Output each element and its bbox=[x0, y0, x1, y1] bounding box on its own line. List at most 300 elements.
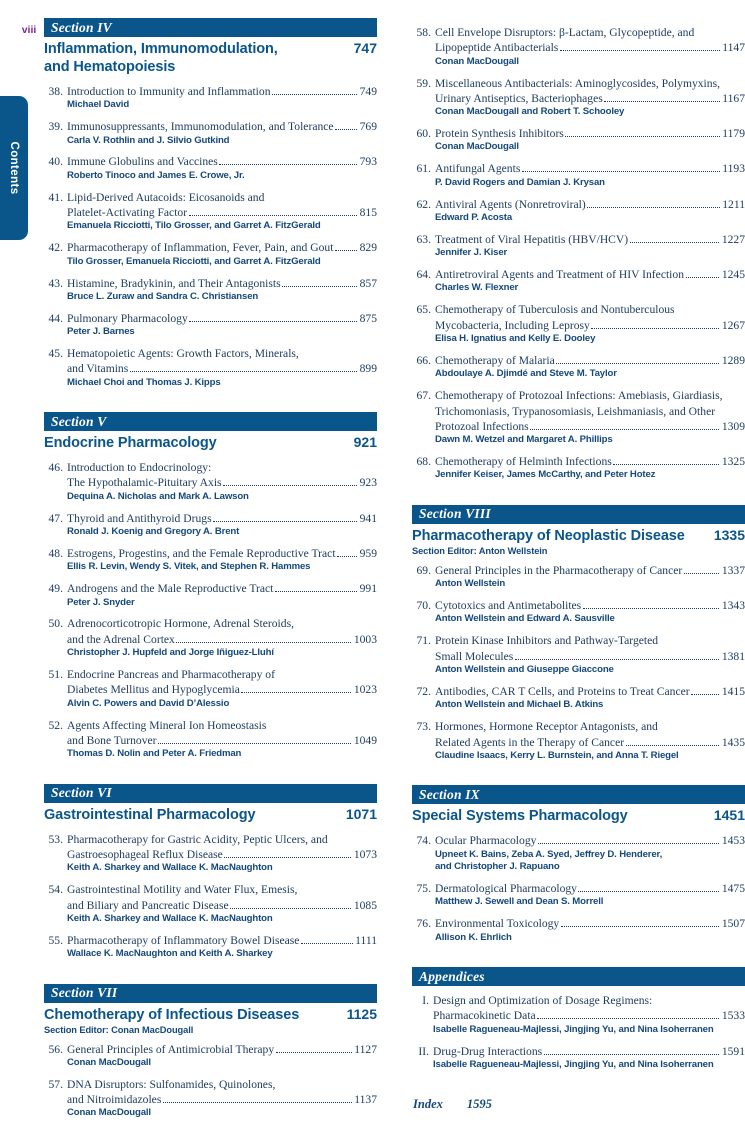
toc-entry-line[interactable] bbox=[44, 616, 377, 631]
toc-entry-page-number: 815 bbox=[359, 206, 377, 220]
toc-entry-author-line: Peter J. Snyder bbox=[67, 596, 135, 608]
toc-entry-body bbox=[67, 632, 377, 647]
toc-entry-page-number: 1381 bbox=[721, 649, 745, 663]
toc-entry-title: Cytotoxics and Antimetabolites bbox=[435, 599, 582, 613]
toc-entry-title: The Hypothalamic-Pituitary Axis bbox=[67, 476, 222, 490]
toc-entry-authors bbox=[44, 135, 377, 147]
toc-entry-line[interactable] bbox=[44, 475, 377, 490]
toc-entry-line[interactable] bbox=[44, 276, 377, 291]
toc-entry-line[interactable] bbox=[44, 361, 377, 376]
toc-entry bbox=[44, 832, 377, 875]
toc-entry-body bbox=[67, 882, 377, 897]
toc-entry bbox=[412, 161, 745, 189]
toc-entry-line[interactable] bbox=[412, 388, 745, 403]
dot-leader bbox=[686, 277, 720, 278]
toc-entry-authors bbox=[412, 896, 745, 908]
section-roman-numeral: Section VIII bbox=[419, 506, 491, 522]
toc-entry bbox=[44, 933, 377, 961]
toc-entry bbox=[44, 240, 377, 268]
toc-entry bbox=[44, 154, 377, 182]
dot-leader bbox=[335, 129, 357, 130]
toc-entry bbox=[44, 581, 377, 609]
toc-entry bbox=[44, 616, 377, 659]
section-header-bar bbox=[412, 505, 745, 524]
toc-entry-authors bbox=[44, 377, 377, 389]
toc-entry-line[interactable] bbox=[44, 1092, 377, 1107]
toc-entry-number: 64. bbox=[416, 268, 431, 282]
toc-entry-line[interactable] bbox=[412, 993, 745, 1008]
toc-entry-number: 48. bbox=[48, 546, 63, 560]
toc-entry-line[interactable] bbox=[412, 25, 745, 40]
toc-entry-authors bbox=[412, 56, 745, 68]
dot-leader bbox=[691, 694, 719, 695]
toc-entry-number: 39. bbox=[48, 120, 63, 134]
dot-leader bbox=[556, 363, 719, 364]
dot-leader bbox=[591, 328, 719, 329]
toc-entry-authors bbox=[412, 368, 745, 380]
toc-entry-title: Ocular Pharmacology bbox=[435, 834, 537, 848]
toc-entry-body bbox=[67, 832, 377, 847]
toc-entry-line[interactable] bbox=[44, 682, 377, 697]
toc-entry-body bbox=[435, 881, 745, 896]
toc-entry-author-line: Christopher J. Hupfeld and Jorge Iñiguez-Lluhí bbox=[67, 647, 274, 659]
toc-entry-author-line: Carla V. Rothlin and J. Silvio Gutkind bbox=[67, 134, 230, 146]
toc-entry-page-number: 1507 bbox=[721, 917, 745, 931]
dot-leader bbox=[276, 1052, 352, 1053]
toc-entry-body bbox=[67, 1077, 377, 1092]
toc-right-column bbox=[412, 18, 745, 1112]
toc-entry bbox=[412, 388, 745, 446]
toc-entry-title: Estrogens, Progestins, and the Female Reproductive Tract bbox=[67, 546, 336, 560]
toc-entry-title: and Nitroimidazoles bbox=[67, 1093, 162, 1107]
section-header-bar bbox=[44, 984, 377, 1003]
toc-entry-number: 40. bbox=[48, 155, 63, 169]
toc-entry-number: 72. bbox=[416, 684, 431, 698]
toc-entry-line[interactable] bbox=[44, 240, 377, 255]
toc-entry-page-number: 991 bbox=[359, 582, 377, 596]
toc-entry-title: Introduction to Endocrinology: bbox=[67, 461, 212, 475]
dot-leader bbox=[561, 926, 720, 927]
toc-entry-list bbox=[412, 563, 745, 762]
toc-entry-line[interactable] bbox=[44, 460, 377, 475]
dot-leader bbox=[213, 521, 357, 522]
toc-entry-line[interactable] bbox=[44, 581, 377, 596]
toc-entry bbox=[44, 1077, 377, 1120]
toc-entry-line[interactable] bbox=[412, 318, 745, 333]
toc-entry-page-number: 1343 bbox=[721, 599, 745, 613]
toc-entry-authors bbox=[412, 664, 745, 676]
toc-entry-number: 66. bbox=[416, 354, 431, 368]
toc-entry-line[interactable] bbox=[412, 833, 745, 848]
toc-entry-line[interactable] bbox=[412, 598, 745, 613]
toc-entry-title: Diabetes Mellitus and Hypoglycemia bbox=[67, 683, 240, 697]
toc-entry-number: 60. bbox=[416, 127, 431, 141]
toc-entry bbox=[412, 563, 745, 591]
toc-entry-line[interactable] bbox=[44, 898, 377, 913]
toc-entry-author-line: Anton Wellstein bbox=[435, 578, 506, 590]
toc-entry-authors bbox=[44, 1107, 377, 1119]
index-line[interactable] bbox=[412, 1097, 745, 1112]
page-folio: viii bbox=[21, 24, 37, 36]
toc-entry-line[interactable] bbox=[412, 735, 745, 750]
section-title-row bbox=[412, 527, 745, 546]
toc-entry-line[interactable] bbox=[412, 76, 745, 91]
toc-entry-line[interactable] bbox=[44, 205, 377, 220]
toc-entry-line[interactable] bbox=[412, 197, 745, 212]
toc-entry-line[interactable] bbox=[412, 267, 745, 282]
toc-entry-title: Lipid-Derived Autacoids: Eicosanoids and bbox=[67, 190, 265, 204]
dot-leader bbox=[626, 745, 720, 746]
toc-entry-list bbox=[412, 993, 745, 1071]
toc-entry-line[interactable] bbox=[412, 126, 745, 141]
dot-leader bbox=[163, 1102, 352, 1103]
toc-entry-author-line: Conan MacDougall bbox=[67, 1056, 151, 1068]
toc-entry-number: 55. bbox=[48, 933, 63, 947]
toc-entry bbox=[412, 598, 745, 626]
index-page-number: 1595 bbox=[466, 1097, 492, 1112]
toc-entry-line[interactable] bbox=[44, 733, 377, 748]
toc-entry-line[interactable] bbox=[44, 1077, 377, 1092]
toc-entry-line[interactable] bbox=[412, 161, 745, 176]
toc-entry-line[interactable] bbox=[412, 719, 745, 734]
toc-entry-line[interactable] bbox=[44, 667, 377, 682]
toc-entry-line[interactable] bbox=[412, 916, 745, 931]
toc-entry-authors bbox=[412, 1059, 745, 1071]
toc-entry-title: Agents Affecting Mineral Ion Homeostasis bbox=[67, 718, 267, 732]
toc-entry-body bbox=[67, 475, 377, 490]
toc-entry-page-number: 1023 bbox=[353, 683, 377, 697]
toc-entry-line[interactable] bbox=[412, 1044, 745, 1059]
toc-entry-line[interactable] bbox=[412, 419, 745, 434]
toc-entry-title: Protozoal Infections bbox=[435, 419, 529, 433]
toc-entry-line[interactable] bbox=[44, 119, 377, 134]
toc-entry-body bbox=[67, 460, 377, 475]
toc-entry-list bbox=[44, 832, 377, 961]
toc-entry-line[interactable] bbox=[412, 404, 745, 419]
toc-entry-page-number: 1127 bbox=[354, 1042, 377, 1056]
toc-entry-author-line: Bruce L. Zuraw and Sandra C. Christiansen bbox=[67, 290, 259, 302]
toc-entry-authors bbox=[44, 698, 377, 710]
toc-entry-title: Lipopeptide Antibacterials bbox=[435, 41, 559, 55]
toc-entry-line[interactable] bbox=[44, 933, 377, 948]
toc-entry-authors bbox=[412, 141, 745, 153]
toc-entry bbox=[412, 267, 745, 295]
section-header-bar bbox=[44, 784, 377, 803]
toc-entry-body bbox=[435, 404, 745, 419]
toc-entry-title: Gastroesophageal Reflux Disease bbox=[67, 847, 223, 861]
toc-entry-line[interactable] bbox=[412, 91, 745, 106]
toc-entry-body bbox=[435, 454, 745, 469]
toc-entry-authors bbox=[412, 849, 745, 874]
toc-entry-page-number: 899 bbox=[359, 362, 377, 376]
toc-section bbox=[412, 967, 745, 1071]
toc-entry-title: Chemotherapy of Tuberculosis and Nontuberculous bbox=[435, 303, 675, 317]
toc-entry-page-number: 1533 bbox=[721, 1009, 745, 1023]
toc-entry-authors bbox=[412, 333, 745, 345]
toc-entry-title: General Principles of Antimicrobial Therapy bbox=[67, 1042, 275, 1056]
toc-entry-body bbox=[67, 581, 377, 596]
toc-entry-line[interactable] bbox=[44, 346, 377, 361]
toc-entry-line[interactable] bbox=[412, 302, 745, 317]
toc-entry bbox=[412, 993, 745, 1036]
toc-entry-body bbox=[435, 598, 745, 613]
toc-section bbox=[412, 505, 745, 762]
dot-leader bbox=[219, 164, 357, 165]
toc-entry bbox=[412, 881, 745, 909]
toc-entry-body bbox=[67, 1042, 377, 1057]
dot-leader bbox=[522, 171, 720, 172]
toc-entry-body bbox=[435, 25, 745, 40]
toc-entry-line[interactable] bbox=[412, 40, 745, 55]
toc-entry-page-number: 959 bbox=[359, 546, 377, 560]
toc-entry-title: Antiretroviral Agents and Treatment of HIV Infection bbox=[435, 268, 684, 282]
toc-entry-body bbox=[67, 616, 377, 631]
toc-entry bbox=[44, 882, 377, 925]
toc-entry-body bbox=[435, 232, 745, 247]
toc-entry-line[interactable] bbox=[412, 881, 745, 896]
toc-entry-body bbox=[435, 40, 745, 55]
section-header-bar bbox=[412, 967, 745, 986]
toc-entry-page-number: 1337 bbox=[721, 563, 745, 577]
toc-entry-body bbox=[67, 84, 377, 99]
toc-entry-line[interactable] bbox=[44, 190, 377, 205]
toc-entry-line[interactable] bbox=[44, 718, 377, 733]
toc-entry-title: and Biliary and Pancreatic Disease bbox=[67, 898, 229, 912]
dot-leader bbox=[578, 891, 719, 892]
toc-entry-number: 70. bbox=[416, 599, 431, 613]
toc-entry-number: 49. bbox=[48, 582, 63, 596]
toc-entry-author-line: Edward P. Acosta bbox=[435, 211, 513, 223]
dot-leader bbox=[335, 250, 357, 251]
dot-leader bbox=[176, 642, 351, 643]
toc-entry-list bbox=[44, 460, 377, 761]
contents-thumb-tab bbox=[0, 96, 28, 240]
toc-entry-page-number: 793 bbox=[359, 155, 377, 169]
section-title-row bbox=[44, 1006, 377, 1025]
toc-entry-line[interactable] bbox=[412, 1008, 745, 1023]
toc-entry-line[interactable] bbox=[44, 84, 377, 99]
toc-entry-title: and the Adrenal Cortex bbox=[67, 632, 175, 646]
toc-entry-body bbox=[435, 388, 745, 403]
toc-entry bbox=[44, 718, 377, 761]
toc-entry bbox=[412, 833, 745, 873]
toc-entry-author-line: Matthew J. Sewell and Dean S. Morrell bbox=[435, 896, 604, 908]
toc-entry-line[interactable] bbox=[44, 1042, 377, 1057]
section-roman-numeral: Section VII bbox=[51, 985, 118, 1001]
toc-entry-line[interactable] bbox=[412, 633, 745, 648]
toc-entry-title: Immune Globulins and Vaccines bbox=[67, 155, 218, 169]
toc-entry-authors bbox=[44, 913, 377, 925]
toc-entry-body bbox=[433, 1044, 745, 1059]
toc-entry-author-line: and Christopher J. Rapuano bbox=[435, 861, 560, 873]
toc-entry-authors bbox=[44, 647, 377, 659]
toc-entry-title: Small Molecules bbox=[435, 649, 514, 663]
toc-entry-title: Hematopoietic Agents: Growth Factors, Minerals, bbox=[67, 347, 299, 361]
toc-entry-title: Chemotherapy of Helminth Infections bbox=[435, 455, 612, 469]
section-title-row bbox=[44, 806, 377, 825]
toc-entry-line[interactable] bbox=[412, 232, 745, 247]
toc-entry-line[interactable] bbox=[412, 649, 745, 664]
toc-entry-body bbox=[67, 898, 377, 913]
toc-entry-authors bbox=[412, 750, 745, 762]
section-roman-numeral: Section IV bbox=[51, 19, 112, 35]
toc-entry-authors bbox=[412, 932, 745, 944]
section-start-page: 1451 bbox=[713, 807, 745, 824]
toc-entry-line[interactable] bbox=[412, 454, 745, 469]
toc-entry-line[interactable] bbox=[44, 632, 377, 647]
toc-entry-page-number: 1245 bbox=[721, 268, 745, 282]
toc-entry-page-number: 1085 bbox=[353, 898, 377, 912]
toc-entry-body bbox=[435, 419, 745, 434]
section-title: Endocrine Pharmacology bbox=[44, 435, 217, 452]
section-roman-numeral: Section VI bbox=[51, 785, 112, 801]
toc-entry bbox=[412, 76, 745, 119]
toc-entry-line[interactable] bbox=[412, 353, 745, 368]
toc-entry-body bbox=[435, 91, 745, 106]
dot-leader bbox=[538, 843, 719, 844]
toc-entry-line[interactable] bbox=[44, 882, 377, 897]
toc-entry-line[interactable] bbox=[44, 311, 377, 326]
toc-entry-title: Gastrointestinal Motility and Water Flux, Emesis, bbox=[67, 883, 298, 897]
toc-entry-body bbox=[67, 346, 377, 361]
toc-entry-body bbox=[435, 633, 745, 648]
toc-entry-author-line: Allison K. Ehrlich bbox=[435, 931, 512, 943]
toc-entry-title: Treatment of Viral Hepatitis (HBV/HCV) bbox=[435, 232, 629, 246]
section-roman-numeral: Section IX bbox=[419, 786, 480, 802]
toc-entry-page-number: 875 bbox=[359, 311, 377, 325]
toc-entry-title: Drug-Drug Interactions bbox=[433, 1044, 543, 1058]
toc-entry-title: Hormones, Hormone Receptor Antagonists, and bbox=[435, 720, 658, 734]
section-title: Gastrointestinal Pharmacology bbox=[44, 806, 256, 823]
toc-entry-line[interactable] bbox=[44, 832, 377, 847]
toc-entry bbox=[412, 916, 745, 944]
toc-entry-number: 65. bbox=[416, 303, 431, 317]
toc-entry-number: 62. bbox=[416, 197, 431, 211]
toc-entry-number: 68. bbox=[416, 455, 431, 469]
dot-leader bbox=[560, 50, 720, 51]
toc-entry-title: Immunosuppressants, Immunomodulation, and Tolerance bbox=[67, 120, 334, 134]
toc-entry-body bbox=[67, 311, 377, 326]
toc-entry-title: DNA Disruptors: Sulfonamides, Quinolones, bbox=[67, 1077, 276, 1091]
toc-entry-number: 57. bbox=[48, 1077, 63, 1091]
toc-entry-number: 69. bbox=[416, 563, 431, 577]
toc-entry-author-line: Dequina A. Nicholas and Mark A. Lawson bbox=[67, 490, 249, 502]
toc-entry-body bbox=[67, 718, 377, 733]
toc-entry-authors bbox=[412, 247, 745, 259]
toc-entry-title: Introduction to Immunity and Inflammation bbox=[67, 84, 271, 98]
toc-entry bbox=[412, 232, 745, 260]
toc-entry-number: 73. bbox=[416, 720, 431, 734]
toc-entry-authors bbox=[44, 256, 377, 268]
dot-leader bbox=[224, 857, 351, 858]
toc-entry-page-number: 1147 bbox=[722, 41, 745, 55]
toc-entry-author-line: Conan MacDougall bbox=[67, 1107, 151, 1119]
dot-leader bbox=[613, 464, 719, 465]
toc-entry-body bbox=[435, 916, 745, 931]
toc-entry-body bbox=[67, 682, 377, 697]
toc-entry-number: 47. bbox=[48, 511, 63, 525]
toc-entry-line[interactable] bbox=[44, 546, 377, 561]
toc-entry bbox=[44, 511, 377, 539]
toc-entry-authors bbox=[44, 491, 377, 503]
toc-entry-body bbox=[435, 197, 745, 212]
dot-leader bbox=[337, 556, 357, 557]
toc-entry-title: Antifungal Agents bbox=[435, 162, 521, 176]
toc-entry-author-line: Peter J. Barnes bbox=[67, 326, 135, 338]
toc-entry-number: 46. bbox=[48, 461, 63, 475]
dot-leader bbox=[189, 321, 357, 322]
toc-entry-page-number: 1003 bbox=[353, 632, 377, 646]
toc-entry-author-line: Anton Wellstein and Michael B. Atkins bbox=[435, 699, 604, 711]
toc-entry bbox=[412, 353, 745, 381]
toc-entry-body bbox=[435, 563, 745, 578]
toc-entry-author-line: Isabelle Ragueneau-Majlessi, Jingjing Yu, and Nina Isoherranen bbox=[433, 1023, 714, 1035]
toc-entry-list bbox=[44, 84, 377, 389]
toc-entry-number: 50. bbox=[48, 617, 63, 631]
toc-entry-line[interactable] bbox=[44, 154, 377, 169]
toc-entry-page-number: 1267 bbox=[721, 318, 745, 332]
toc-entry-body bbox=[67, 933, 377, 948]
toc-entry-page-number: 1049 bbox=[353, 733, 377, 747]
section-editor: Section Editor: Conan MacDougall bbox=[44, 1024, 194, 1035]
toc-entry-line[interactable] bbox=[44, 847, 377, 862]
toc-entry-body bbox=[67, 154, 377, 169]
toc-entry-author-line: Anton Wellstein and Edward A. Sausville bbox=[435, 613, 615, 625]
toc-entry-body bbox=[435, 353, 745, 368]
section-title-row bbox=[412, 807, 745, 826]
dot-leader bbox=[630, 242, 720, 243]
section-title: Inflammation, Immunomodulation, and Hematopoiesis bbox=[44, 41, 278, 75]
toc-entry bbox=[44, 311, 377, 339]
dot-leader bbox=[565, 136, 719, 137]
toc-entry-body bbox=[435, 161, 745, 176]
toc-entry-number: 76. bbox=[416, 917, 431, 931]
toc-entry-author-line: Ronald J. Koenig and Gregory A. Brent bbox=[67, 525, 240, 537]
toc-entry-title: Pharmacotherapy of Inflammatory Bowel Disease bbox=[67, 933, 300, 947]
dot-leader bbox=[189, 215, 358, 216]
toc-entry-body bbox=[435, 684, 745, 699]
toc-entry-author-line: Anton Wellstein and Giuseppe Giaccone bbox=[435, 664, 614, 675]
toc-entry bbox=[44, 667, 377, 710]
toc-entry-author-line: Conan MacDougall and Robert T. Schooley bbox=[435, 106, 625, 118]
toc-entry-title: Related Agents in the Therapy of Cancer bbox=[435, 735, 625, 749]
toc-entry-list bbox=[412, 25, 745, 482]
toc-entry-line[interactable] bbox=[44, 511, 377, 526]
toc-entry-author-line: Wallace K. MacNaughton and Keith A. Sharkey bbox=[67, 948, 273, 960]
section-start-page: 1071 bbox=[345, 805, 377, 822]
toc-entry-title: Miscellaneous Antibacterials: Aminoglycosides, Polymyxins, bbox=[435, 76, 720, 90]
section-title: Special Systems Pharmacology bbox=[412, 808, 628, 825]
toc-entry-line[interactable] bbox=[412, 563, 745, 578]
toc-entry-title: Mycobacteria, Including Leprosy bbox=[435, 318, 590, 332]
toc-entry-authors bbox=[44, 561, 377, 573]
toc-entry-list bbox=[44, 1042, 377, 1120]
toc-entry-authors bbox=[44, 597, 377, 609]
toc-entry-title: Pharmacotherapy of Inflammation, Fever, Pain, and Gout bbox=[67, 241, 334, 255]
section-editor: Section Editor: Anton Wellstein bbox=[412, 545, 548, 556]
toc-entry bbox=[44, 346, 377, 389]
toc-entry bbox=[412, 302, 745, 345]
section-start-page: 1335 bbox=[713, 526, 745, 543]
toc-entry-line[interactable] bbox=[412, 684, 745, 699]
toc-section bbox=[44, 984, 377, 1120]
toc-entry-authors bbox=[44, 526, 377, 538]
toc-entry-title: Pulmonary Pharmacology bbox=[67, 311, 188, 325]
toc-entry-title: Environmental Toxicology bbox=[435, 917, 560, 931]
toc-entry-body bbox=[435, 719, 745, 734]
toc-entry-body bbox=[67, 511, 377, 526]
toc-entry-title: Endocrine Pancreas and Pharmacotherapy of bbox=[67, 668, 275, 682]
